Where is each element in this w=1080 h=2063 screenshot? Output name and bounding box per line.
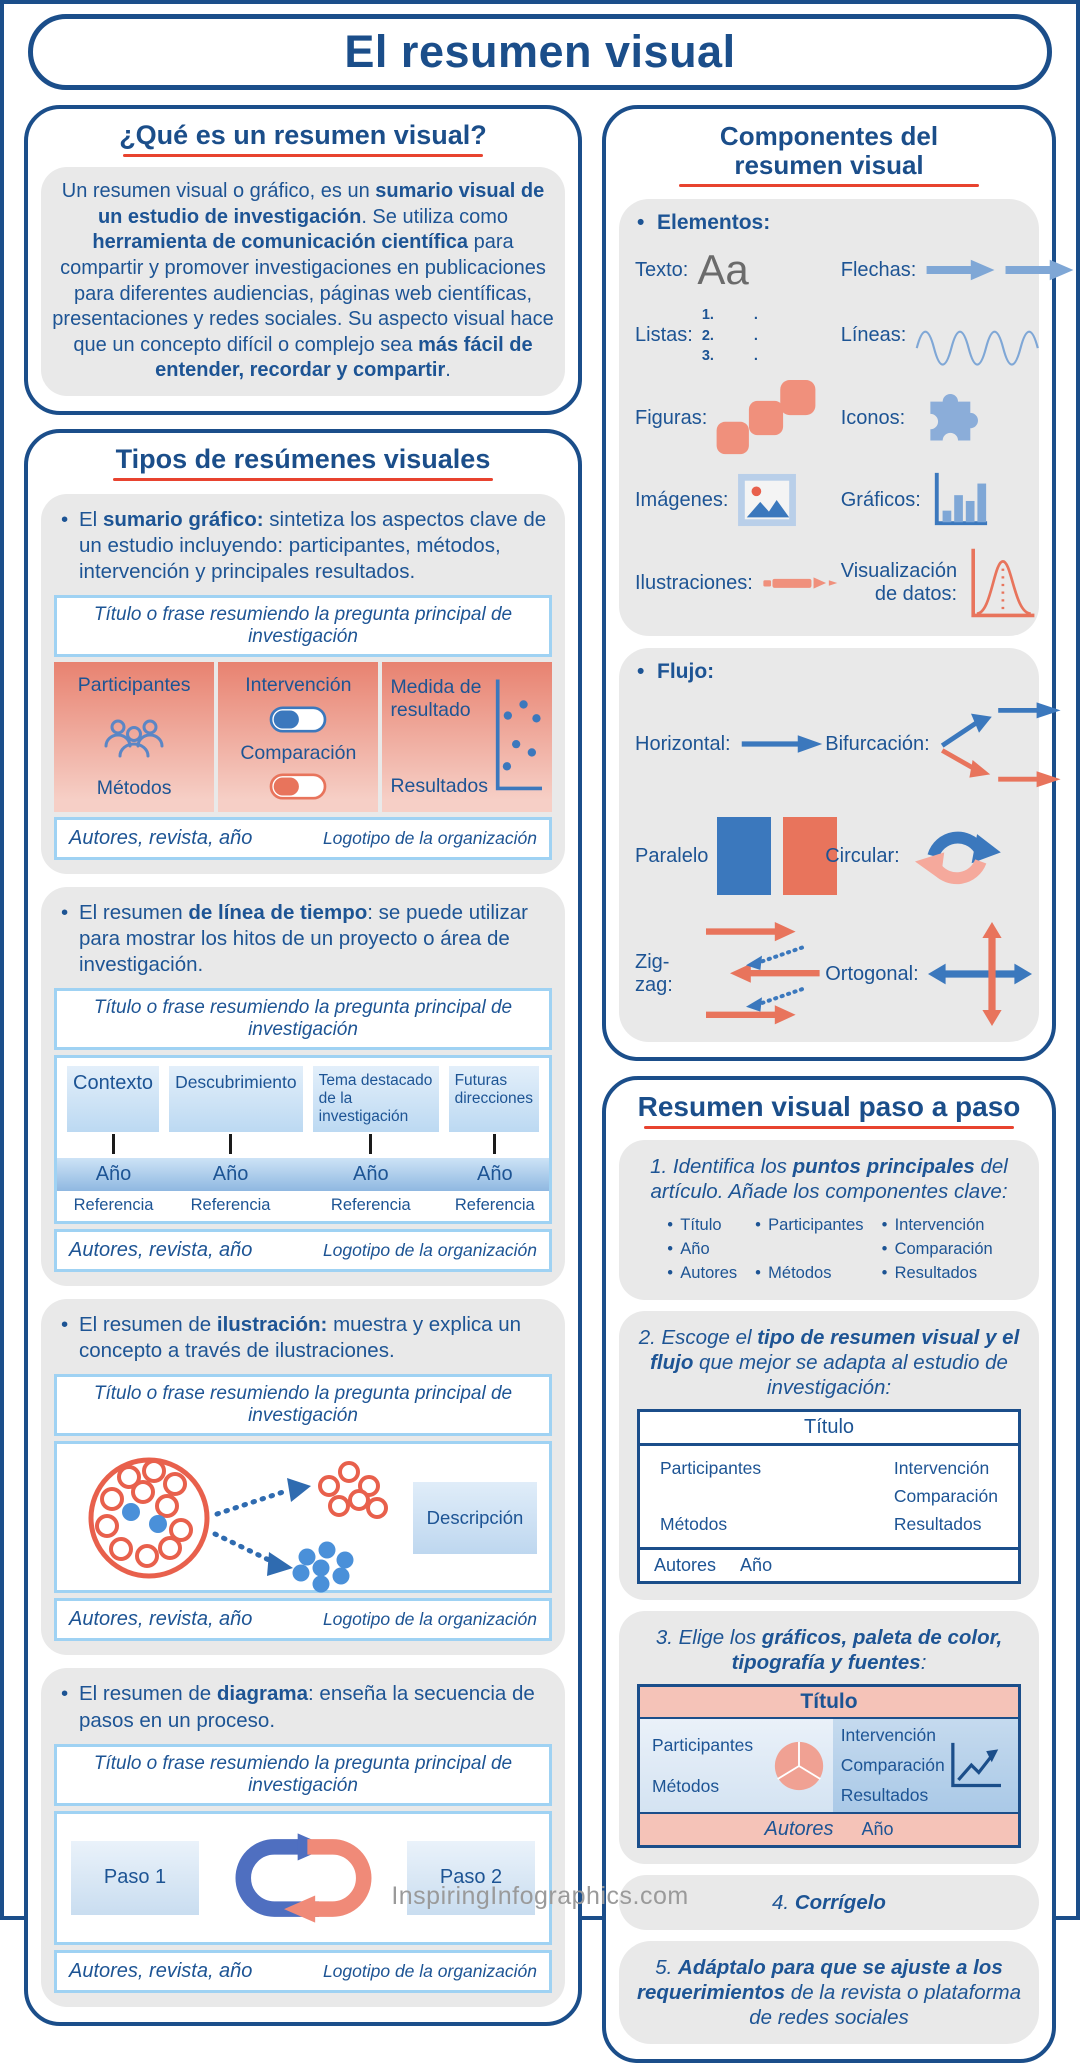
list-item: • Resultados [880,1262,993,1286]
step1-columns [633,1214,1025,1286]
text-segment: . Se utiliza como [361,205,509,228]
wireframe-body [640,1446,1018,1547]
wireframe-right [894,1458,998,1535]
elementos-header: • Elementos: [635,211,1023,235]
text-segment: Un resumen visual o gráfico, es un [61,180,376,203]
text-segment: 3. Elige los [655,1626,762,1650]
sumario-result-labels [390,674,488,800]
page-title: El resumen visual [344,26,736,77]
authors-label: Autores [764,1818,834,1841]
text-segment: : se puede utilizar para mostrar los hitos de un proyecto o área de investigación. [79,901,528,977]
elemento-figuras [635,380,837,456]
text-segment-bold: Adáptalo para que se ajuste a los requerimientos [637,1956,1003,2005]
logo-label: Logotipo de la organización [322,1609,537,1630]
step1-col1 [665,1214,737,1286]
year-label: Año [861,1819,894,1840]
elemento-listas [635,305,837,366]
year-label: Año [740,1555,773,1576]
flujo-circular [825,814,1027,898]
text-segment-bold: diagrama [216,1682,309,1706]
numbered-list-icon [702,305,758,366]
text-segment: El resumen de [79,1313,217,1337]
flechas-label: Flechas: [840,258,917,281]
list-item: • Participantes [753,1214,863,1238]
styled-right-cell [833,1719,1018,1812]
left-column [24,105,582,2026]
table-label: Comparación [840,1755,945,1776]
text-segment: El [79,508,103,532]
cross-arrows-icon [928,922,1032,1026]
step3-text [633,1625,1025,1675]
timeline-head-descubrimiento: Descubrimiento [169,1066,303,1132]
wireframe-left [660,1458,761,1535]
timeline-heads [57,1066,549,1132]
logo-label: Logotipo de la organización [322,1960,537,1981]
fork-arrows-icon [939,696,1067,792]
authors-label: Autores, revista, año [69,1959,253,1982]
list-item: • Comparación [880,1238,993,1262]
text-segment-bold: tipo de resumen visual y el flujo [650,1326,1020,1375]
timeline-ticks [57,1132,549,1156]
label-metodos: Métodos [96,777,172,800]
timeline-head-contexto: Contexto [67,1066,159,1132]
text-segment-bold: ilustración: [216,1313,328,1337]
authors-label: Autores, revista, año [69,827,253,850]
image-icon [737,473,797,527]
step1-col2 [753,1214,863,1286]
zigzag-label: Zig-zag: [635,951,673,997]
elemento-flechas [841,257,1027,283]
mockup-title-bar: Título o frase resumiendo la pregunta principal de investigación [54,1374,552,1436]
timeline-refs [57,1191,549,1215]
table-label: Resultados [840,1785,929,1806]
elemento-texto [635,246,837,294]
step2-text [633,1325,1025,1400]
bullet-timeline [54,900,552,978]
mockup-footer [54,1229,552,1272]
sumario-grid [54,662,552,812]
styled-body [640,1719,1018,1812]
circular-arrows-icon [909,814,1005,898]
text-segment: El resumen [79,901,189,925]
flujo-grid [635,696,1023,1028]
bullet-diagrama [54,1681,552,1733]
wavy-line-icon [915,312,1043,360]
paralelo-label: Paralelo [635,844,709,867]
label-intervencion: Intervención [245,674,352,697]
table-label: Participantes [652,1734,754,1755]
text-segment: 4. [772,1891,795,1915]
text-segment-bold: herramienta de comunicación científica [92,231,469,254]
timeline-tick [493,1134,496,1154]
panel-componentes [602,105,1056,1061]
step5-text [633,1955,1025,2030]
wire-label: Comparación [893,1486,998,1507]
text-segment: para compartir y promover investigaciones en publicaciones para diferentes audiencias, páginas web científicas, presentaciones y redes sociales. Su aspecto visual hace que un concepto difícil o complejo sea [52,231,554,356]
list-item: • Año [665,1238,737,1262]
timeline-year-band [57,1158,549,1191]
mockup-footer [54,1598,552,1641]
text-segment: sintetiza los aspectos clave de un estudio incluyendo: participantes, métodos, intervención y principales resultados. [79,508,547,584]
mockup-title-bar: Título o frase resumiendo la pregunta principal de investigación [54,988,552,1050]
elemento-imagenes [635,473,837,527]
bar-chart-icon [930,470,990,530]
text-segment: que mejor se adapta al estudio de investigación: [693,1351,1008,1400]
text-segment: 2. Escoge el [638,1326,758,1350]
line-chart-icon [947,1741,1005,1791]
text-segment: 5. [655,1956,679,1980]
right-column [602,105,1056,2063]
text-segment: . [445,359,451,382]
zigzag-arrows-icon [682,920,822,1028]
page-title-banner [28,14,1052,90]
timeline-tick [229,1134,232,1154]
table-label: Intervención [840,1725,937,1746]
logo-label: Logotipo de la organización [322,1240,537,1261]
list-number: 1. [701,307,714,324]
list-item: • Métodos [753,1262,863,1286]
scatter-plot-icon [492,674,544,794]
componentes-title: Componentes del resumen visual [719,121,939,181]
descripcion-box: Descripción [413,1482,537,1554]
texto-label: Texto: [635,258,689,281]
red-underline [679,184,979,187]
visualizacion-label: Visualización de datos: [840,560,958,606]
text-segment: muestra y explica un concepto a través de ilustraciones. [79,1313,522,1363]
wire-label: Intervención [893,1458,990,1479]
bell-curve-icon [966,544,1038,622]
text-segment: 1. Identifica los [650,1155,793,1179]
label-resultados: Resultados [390,775,488,798]
people-icon [105,717,163,757]
blue-bar [717,817,771,895]
text-sample: Aa [697,246,749,294]
flujo-box [619,648,1039,1042]
wire-label: Participantes [660,1458,762,1479]
panel-paso-a-paso [602,1076,1056,2063]
tipo-linea-de-tiempo [41,887,565,1286]
table-label: Métodos [652,1775,720,1796]
year-label: Año [477,1163,513,1186]
list-item: • Título [665,1214,737,1238]
iconos-label: Iconos: [840,406,906,429]
list-dot: . [753,327,758,344]
text-segment-bold: puntos principales [792,1155,975,1179]
text-segment-bold: de línea de tiempo [188,901,368,925]
step-5 [619,1941,1039,2044]
wireframe-layout [637,1409,1021,1584]
year-label: Año [212,1163,249,1186]
sumario-col-resultados [382,662,552,812]
paso2-box: Paso 2 [407,1841,535,1915]
pasos-title: Resumen visual paso a paso [637,1091,1021,1123]
pie-chart-icon [773,1740,825,1792]
panel-tipos [24,429,582,2026]
sumario-col-intervencion [218,662,378,812]
reference-label: Referencia [330,1196,411,1215]
toggle-blue-icon [269,706,327,733]
list-number: 3. [701,347,714,364]
que-es-paragraph [41,167,565,396]
toggle-red-icon [269,773,327,800]
list-item: • Intervención [880,1214,993,1238]
red-underline [113,478,493,481]
elemento-graficos [841,470,1027,530]
label-comparacion: Comparación [240,741,357,764]
reference-label: Referencia [454,1196,535,1215]
content-columns [4,90,1076,2063]
que-es-title: ¿Qué es un resumen visual? [119,120,487,150]
wireframe-footer [640,1547,1018,1581]
step-2 [619,1311,1039,1600]
graficos-label: Gráficos: [840,488,921,511]
wireframe-title: Título [640,1412,1018,1446]
elemento-lineas [841,312,1027,360]
timeline-body [54,1055,552,1224]
tipo-sumario-grafico [41,494,565,874]
text-segment-bold: sumario visual de un estudio de investigación [97,180,545,228]
styled-footer [640,1812,1018,1845]
styled-layout [637,1684,1021,1848]
elementos-grid [635,246,1023,622]
year-label: Año [353,1163,389,1186]
horizontal-label: Horizontal: [635,732,731,755]
flujo-bifurcacion [825,696,1027,792]
authors-label: Autores, revista, año [69,1239,253,1262]
panel-que-es [24,105,582,415]
logo-label: Logotipo de la organización [322,828,537,849]
parallel-bars-icon [717,817,837,895]
ilustraciones-label: Ilustraciones: [635,571,753,594]
list-dot: . [753,347,758,364]
bullet-sumario [54,507,552,585]
bifurcacion-label: Bifurcación: [825,732,930,755]
tipo-ilustracion [41,1299,565,1655]
wire-label: Resultados [893,1514,982,1535]
flujo-header: • Flujo: [635,660,1023,684]
bullet-ilustracion [54,1312,552,1364]
step1-col3 [880,1214,993,1286]
tipos-title: Tipos de resúmenes visuales [115,443,491,474]
styled-title: Título [640,1687,1018,1719]
tipo-diagrama [41,1668,565,2006]
flujo-horizontal [635,732,821,756]
mockup-diagrama [54,1744,552,1993]
red-underline [644,1126,1014,1129]
mockup-ilustracion [54,1374,552,1641]
elemento-ilustraciones [635,572,837,595]
flujo-zigzag [635,920,821,1028]
list-item: • Autores [665,1262,737,1286]
reference-label: Referencia [73,1196,154,1215]
reference-label: Referencia [190,1196,271,1215]
paso1-box: Paso 1 [71,1841,199,1915]
label-medida: Medida de resultado [390,676,482,722]
text-segment-bold: gráficos, paleta de color, tipografía y fuentes [731,1626,1003,1675]
step-3 [619,1611,1039,1864]
mockup-sumario [54,595,552,860]
horizontal-arrow-icon [740,732,824,756]
pencil-icon [762,573,840,593]
shapes-icon [716,380,816,456]
text-segment: El resumen de [79,1682,217,1706]
ortogonal-label: Ortogonal: [825,962,919,985]
styled-left-cell [640,1719,833,1812]
text-segment: : enseña la secuencia de pasos en un proceso. [79,1682,535,1732]
wire-label: Métodos [660,1514,728,1535]
text-segment: del artículo. Añade los componentes clave: [650,1155,1008,1204]
authors-label: Autores, revista, año [69,1608,253,1631]
text-segment: : [920,1651,927,1675]
cells-illustration [57,1444,417,1592]
label-participantes: Participantes [77,674,191,697]
text-segment-bold: sumario gráfico: [102,508,264,532]
elemento-iconos [841,385,1027,451]
timeline-head-tema: Tema destacado de la investigación [313,1066,439,1132]
arrows-icon [925,257,1075,283]
elementos-box [619,199,1039,636]
timeline-head-futuras: Futuras direcciones [449,1066,539,1132]
lineas-label: Líneas: [840,324,907,347]
figuras-label: Figuras: [635,406,708,429]
text-segment-bold: Corrígelo [794,1891,886,1915]
text-segment-bold: más fácil de entender, recordar y compartir [155,333,533,382]
mockup-title-bar: Título o frase resumiendo la pregunta principal de investigación [54,1744,552,1806]
list-dot: . [753,307,758,324]
step1-text [633,1154,1025,1204]
website-credit: InspiringInfographics.com [391,1882,689,1910]
text-segment: de la revista o plataforma de redes sociales [749,1981,1021,2030]
mockup-footer [54,817,552,860]
mockup-timeline [54,988,552,1272]
mockup-title-bar: Título o frase resumiendo la pregunta principal de investigación [54,595,552,657]
authors-label: Autores [654,1555,717,1576]
flujo-paralelo [635,817,821,895]
flujo-ortogonal [825,922,1027,1026]
diagrama-body [54,1811,552,1945]
step-1 [619,1140,1039,1300]
listas-label: Listas: [635,324,693,347]
sumario-col-participantes [54,662,214,812]
imagenes-label: Imágenes: [635,488,729,511]
puzzle-icon [914,385,1000,451]
timeline-tick [369,1134,372,1154]
mockup-footer [54,1950,552,1993]
red-underline [123,154,483,157]
timeline-tick [112,1134,115,1154]
list-number: 2. [701,327,714,344]
ilustracion-body [54,1441,552,1593]
circular-label: Circular: [825,844,900,867]
elemento-visualizacion [841,544,1027,622]
year-label: Año [95,1163,132,1186]
